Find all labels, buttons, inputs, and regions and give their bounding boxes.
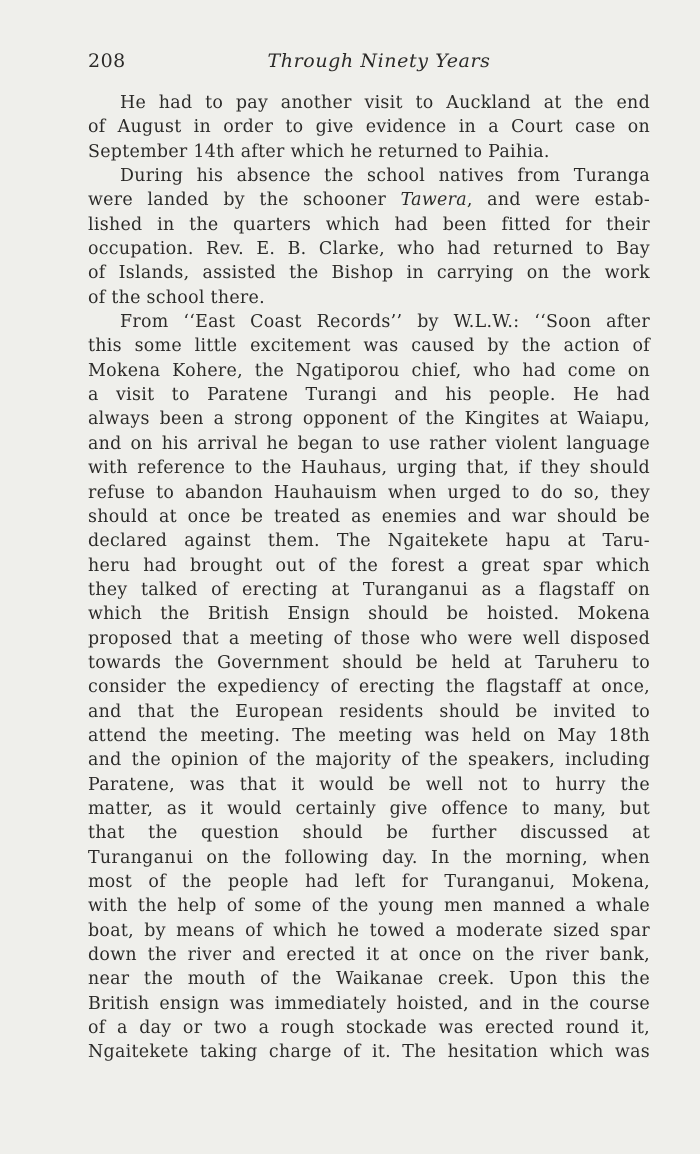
text-line: they talked of erecting at Turanganui as a flagstaff on <box>88 579 650 600</box>
text-line: most of the people had left for Turanganui, Mokena, <box>88 872 650 892</box>
text-line: a visit to Paratene Turangi and his people. He had <box>88 385 650 406</box>
text-line: heru had brought out of the forest a great spar which <box>88 555 650 576</box>
text-line: near the mouth of the Waikanae creek. Upon this the <box>88 969 650 990</box>
ship-name: Tawera <box>400 190 467 211</box>
text-line: consider the expediency of erecting the flagstaff at once, <box>88 677 650 698</box>
text-line: attend the meeting. The meeting was held on May 18th <box>88 725 650 746</box>
text-line: of the school there. <box>88 287 265 308</box>
text-line: always been a strong opponent of the Kingites at Waiapu, <box>88 409 650 430</box>
text-line: Paratene, was that it would be well not to hurry the <box>88 774 650 795</box>
page-header <box>88 50 650 76</box>
text-line <box>88 188 650 212</box>
text-fragment: were landed by the schooner <box>88 190 401 211</box>
paragraph <box>88 164 650 310</box>
text-line: occupation. Rev. E. B. Clarke, who had returned to Bay <box>88 239 650 260</box>
text-line: that the question should be further discussed at <box>88 823 650 844</box>
text-line: British ensign was immediately hoisted, and in the course <box>88 993 650 1014</box>
text-fragment: , and were estab- <box>466 190 650 211</box>
text-line: refuse to abandon Hauhauism when urged to do so, they <box>88 482 650 503</box>
running-title: Through Ninety Years <box>267 50 491 72</box>
text-line: Ngaitekete taking charge of it. The hesitation which was <box>88 1042 650 1063</box>
text-line: During his absence the school natives from Turanga <box>120 166 650 187</box>
text-line: Turanganui on the following day. In the morning, when <box>88 847 650 868</box>
text-line: lished in the quarters which had been fitted for their <box>88 214 650 235</box>
text-line: declared against them. The Ngaitekete hapu at Taru- <box>88 531 650 552</box>
page-number: 208 <box>88 50 126 72</box>
text-line: Mokena Kohere, the Ngatiporou chief, who had come on <box>88 360 650 381</box>
text-line: From ‘‘East Coast Records’’ by W.L.W.: ‘‘Soon after <box>120 312 650 333</box>
text-line: and on his arrival he began to use rather violent language <box>88 433 650 454</box>
text-line: down the river and erected it at once on the river bank, <box>88 945 650 966</box>
text-line: boat, by means of which he towed a moderate sized spar <box>88 920 650 941</box>
text-line: September 14th after which he returned to Paihia. <box>88 141 550 162</box>
text-line: with the help of some of the young men manned a whale <box>88 896 650 917</box>
text-line: and the opinion of the majority of the speakers, including <box>88 750 650 771</box>
paragraph <box>88 91 650 164</box>
text-line: of August in order to give evidence in a Court case on <box>88 117 650 138</box>
text-line: of a day or two a rough stockade was erected round it, <box>88 1018 650 1039</box>
body-text <box>88 91 650 1065</box>
text-line: towards the Government should be held at Taruheru to <box>88 652 650 673</box>
text-line: of Islands, assisted the Bishop in carrying on the work <box>88 263 650 284</box>
text-line: should at once be treated as enemies and war should be <box>88 506 650 527</box>
text-line: He had to pay another visit to Auckland at the end <box>120 93 650 113</box>
paragraph <box>88 310 650 1065</box>
text-line: and that the European residents should be invited to <box>88 701 650 722</box>
text-line: matter, as it would certainly give offence to many, but <box>88 798 650 819</box>
text-line: this some little excitement was caused by the action of <box>88 336 650 357</box>
text-line: with reference to the Hauhaus, urging that, if they should <box>88 458 650 479</box>
text-line: proposed that a meeting of those who were well disposed <box>88 628 650 649</box>
text-line: which the British Ensign should be hoisted. Mokena <box>88 604 650 625</box>
